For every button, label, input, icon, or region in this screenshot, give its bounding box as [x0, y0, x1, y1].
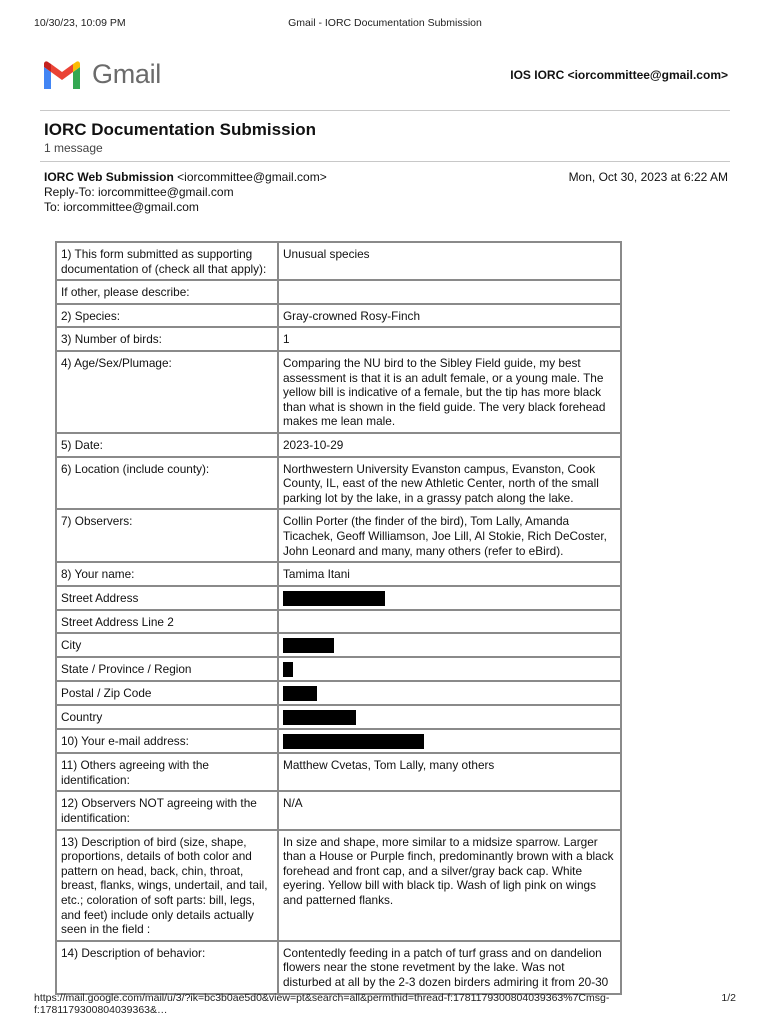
form-question: If other, please describe: — [56, 280, 278, 304]
form-answer: Matthew Cvetas, Tom Lally, many others — [278, 753, 621, 791]
form-answer: Northwestern University Evanston campus, Evanston, Cook County, IL, east of the new Athletic Center, north of the small parking lot by the lake, in a grassy patch along the lake. — [278, 457, 621, 510]
form-row — [56, 681, 621, 705]
form-question: City — [56, 633, 278, 657]
print-timestamp: 10/30/23, 10:09 PM — [34, 17, 126, 29]
form-row — [56, 304, 621, 328]
form-row — [56, 586, 621, 610]
print-header — [34, 17, 736, 31]
header-divider — [40, 110, 730, 111]
form-answer — [278, 586, 621, 610]
form-answer — [278, 657, 621, 681]
reply-to-line: Reply-To: iorcommittee@gmail.com — [44, 185, 234, 199]
print-page-title: Gmail - IORC Documentation Submission — [288, 17, 482, 29]
email-subject: IORC Documentation Submission — [44, 120, 317, 139]
form-question: 5) Date: — [56, 433, 278, 457]
form-question: 7) Observers: — [56, 509, 278, 562]
redaction-bar — [283, 662, 293, 677]
message-date: Mon, Oct 30, 2023 at 6:22 AM — [568, 170, 728, 184]
to-line: To: iorcommittee@gmail.com — [44, 200, 199, 214]
form-question: 8) Your name: — [56, 562, 278, 586]
form-row — [56, 457, 621, 510]
form-question: 10) Your e-mail address: — [56, 729, 278, 753]
form-answer: Tamima Itani — [278, 562, 621, 586]
form-row — [56, 941, 621, 994]
gmail-logo[interactable] — [42, 57, 161, 91]
form-question: Postal / Zip Code — [56, 681, 278, 705]
form-answer — [278, 610, 621, 634]
form-row — [56, 610, 621, 634]
form-answer: 1 — [278, 327, 621, 351]
redaction-bar — [283, 734, 424, 749]
form-question: 12) Observers NOT agreeing with the identification: — [56, 791, 278, 829]
account-label: IOS IORC <iorcommittee@gmail.com> — [510, 68, 728, 82]
form-answer — [278, 681, 621, 705]
form-question: Street Address — [56, 586, 278, 610]
redaction-bar — [283, 710, 356, 725]
form-answer: In size and shape, more similar to a midsize sparrow. Larger than a House or Purple finch, predominantly brown with a black forehead and front cap, and a silver/gray back cap. White eyering. Yellow bill with black tip. Wash of ligh pink on wings and patterned flanks. — [278, 830, 621, 941]
form-question: 2) Species: — [56, 304, 278, 328]
form-row — [56, 280, 621, 304]
form-answer: Contentedly feeding in a patch of turf grass and on dandelion flowers near the stone revetment by the lake. Was not disturbed at all by the 2-3 dozen birders admiring it from 20-30 — [278, 941, 621, 994]
form-answer: Unusual species — [278, 242, 621, 280]
form-row — [56, 433, 621, 457]
redaction-bar — [283, 591, 385, 606]
form-answer — [278, 633, 621, 657]
form-answer: Comparing the NU bird to the Sibley Field guide, my best assessment is that it is an adult female, or a young male. The yellow bill is indicative of a female, but the tip has more black than what is shown in the field guide. The very black forehead makes me lean male. — [278, 351, 621, 433]
form-question: 4) Age/Sex/Plumage: — [56, 351, 278, 433]
redaction-bar — [283, 638, 334, 653]
form-row — [56, 242, 621, 280]
print-url: https://mail.google.com/mail/u/3/?ik=bc3b0ae5d0&view=pt&search=all&permthid=thread-f:1781179300804039363%7Cmsg-f:1781179300804039363&… — [34, 992, 610, 1016]
submission-form-table — [55, 241, 622, 995]
form-row — [56, 705, 621, 729]
form-answer — [278, 280, 621, 304]
page-number: 1/2 — [721, 992, 736, 1004]
from-line — [44, 170, 327, 185]
form-answer — [278, 705, 621, 729]
form-answer: N/A — [278, 791, 621, 829]
form-row — [56, 729, 621, 753]
form-row — [56, 753, 621, 791]
form-row — [56, 562, 621, 586]
redaction-bar — [283, 686, 317, 701]
sender-name: IORC Web Submission — [44, 170, 174, 184]
form-row — [56, 509, 621, 562]
sender-address: <iorcommittee@gmail.com> — [177, 170, 327, 184]
form-row — [56, 830, 621, 941]
form-question: 13) Description of bird (size, shape, proportions, details of both color and pattern on head, back, chin, throat, breast, flanks, wings, undertail, and tail, etc.; coloration of soft parts: bill, legs, and feet) include only details actually seen in the field : — [56, 830, 278, 941]
gmail-wordmark: Gmail — [92, 58, 162, 89]
form-row — [56, 791, 621, 829]
form-row — [56, 351, 621, 433]
form-question: 1) This form submitted as supporting documentation of (check all that apply): — [56, 242, 278, 280]
form-answer — [278, 729, 621, 753]
form-answer: Collin Porter (the finder of the bird), Tom Lally, Amanda Ticachek, Geoff Williamson, Joe Lill, Al Stokie, Rich DeCoster, John Leonard and many, many others (refer to eBird). — [278, 509, 621, 562]
form-row — [56, 657, 621, 681]
form-question: 11) Others agreeing with the identification: — [56, 753, 278, 791]
form-question: 3) Number of birds: — [56, 327, 278, 351]
gmail-m-icon — [42, 59, 82, 89]
subject-divider — [40, 161, 730, 162]
form-answer: 2023-10-29 — [278, 433, 621, 457]
form-answer: Gray-crowned Rosy-Finch — [278, 304, 621, 328]
form-question: Country — [56, 705, 278, 729]
form-row — [56, 327, 621, 351]
form-question: Street Address Line 2 — [56, 610, 278, 634]
message-count: 1 message — [44, 141, 103, 155]
form-question: 14) Description of behavior: — [56, 941, 278, 994]
form-row — [56, 633, 621, 657]
form-question: State / Province / Region — [56, 657, 278, 681]
form-question: 6) Location (include county): — [56, 457, 278, 510]
message-header — [44, 170, 327, 215]
